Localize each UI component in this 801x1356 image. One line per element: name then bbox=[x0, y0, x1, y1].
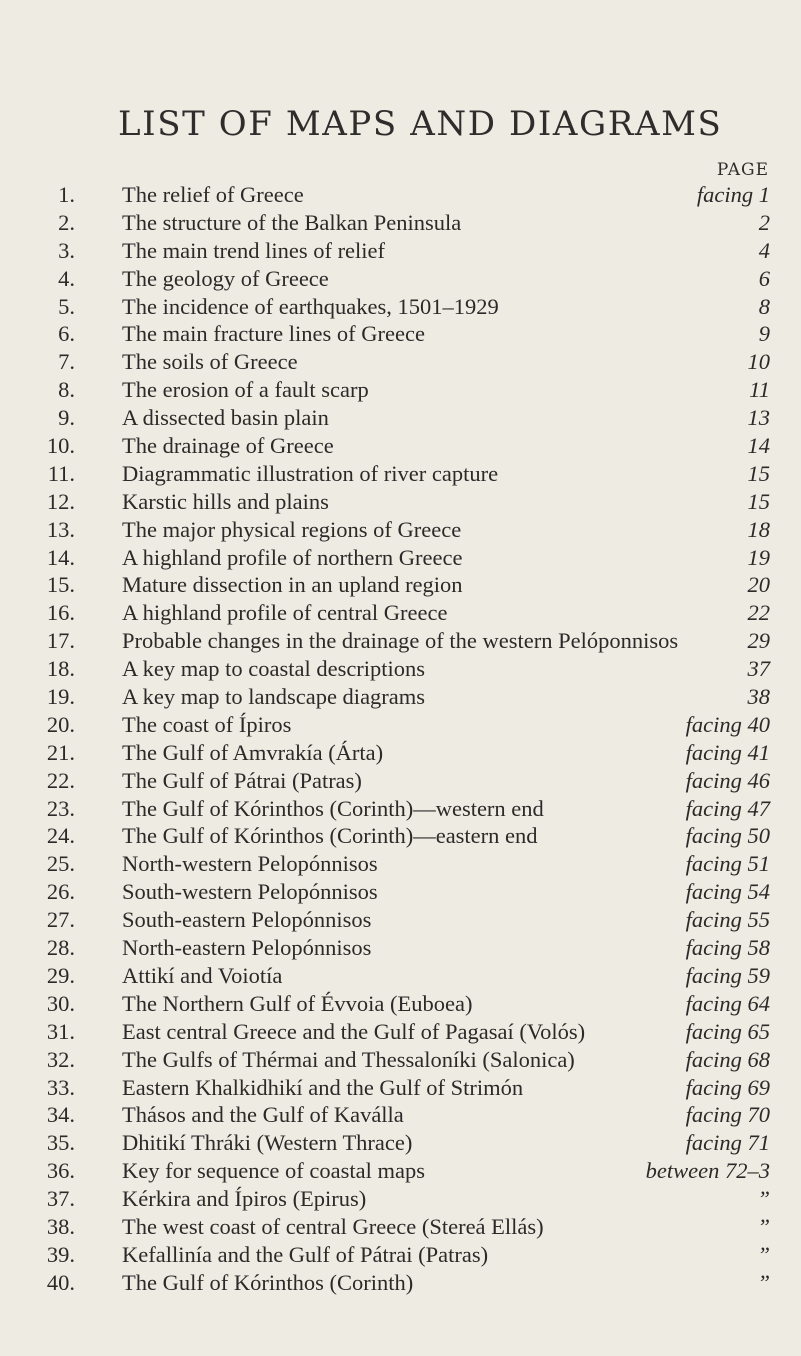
entry-number: 31. bbox=[46, 1018, 75, 1044]
entry-page: facing 70 bbox=[685, 1102, 770, 1128]
entry-number: 29. bbox=[46, 962, 75, 988]
entry-title: The Gulf of Amvrakía (Árta) bbox=[122, 739, 384, 765]
entry-number: 34. bbox=[46, 1102, 75, 1128]
list-item bbox=[0, 599, 801, 627]
entry-title: The soils of Greece bbox=[122, 349, 298, 375]
entry-title: The relief of Greece bbox=[122, 182, 304, 207]
list-item bbox=[0, 209, 801, 237]
entry-title: The west coast of central Greece (Stereá Ellás) bbox=[122, 1213, 544, 1239]
maps-list bbox=[0, 181, 801, 1297]
entry-number: 37. bbox=[46, 1186, 75, 1212]
entry-number: 14. bbox=[46, 544, 75, 570]
entry-number: 36. bbox=[46, 1158, 75, 1184]
entry-page: 38 bbox=[747, 684, 770, 710]
entry-title: Dhitikí Thráki (Western Thrace) bbox=[122, 1130, 413, 1156]
list-item bbox=[0, 1269, 801, 1297]
entry-page: facing 41 bbox=[685, 739, 770, 765]
page-title: LIST OF MAPS AND DIAGRAMS bbox=[118, 104, 723, 144]
entry-page: facing 55 bbox=[685, 907, 770, 933]
entry-page: 13 bbox=[747, 405, 770, 431]
list-item bbox=[0, 237, 801, 265]
entry-page: ” bbox=[757, 1269, 770, 1295]
entry-number: 17. bbox=[46, 628, 75, 654]
entry-number: 10. bbox=[46, 433, 75, 459]
list-item bbox=[0, 320, 801, 348]
entry-page: ” bbox=[757, 1213, 770, 1239]
entry-number: 28. bbox=[46, 935, 75, 961]
entry-title: South-eastern Pelopónnisos bbox=[122, 907, 372, 933]
entry-number: 38. bbox=[46, 1213, 75, 1239]
list-item bbox=[0, 404, 801, 432]
entry-title: Kérkira and Ípiros (Epirus) bbox=[122, 1186, 367, 1212]
entry-title: The main trend lines of relief bbox=[122, 237, 386, 263]
entry-page: 8 bbox=[758, 293, 770, 319]
entry-page: 15 bbox=[747, 460, 770, 486]
entry-title: Key for sequence of coastal maps bbox=[122, 1158, 426, 1184]
entry-number: 15. bbox=[46, 572, 75, 598]
list-item bbox=[0, 711, 801, 739]
entry-number: 26. bbox=[46, 879, 75, 905]
entry-number: 21. bbox=[46, 739, 75, 765]
entry-number: 4. bbox=[58, 265, 75, 291]
entry-title: Kefallinía and the Gulf of Pátrai (Patras) bbox=[122, 1241, 489, 1267]
entry-title: The main fracture lines of Greece bbox=[122, 321, 425, 347]
list-item bbox=[0, 265, 801, 293]
entry-page: 14 bbox=[747, 433, 770, 459]
entry-page: 15 bbox=[747, 488, 770, 514]
entry-title: Probable changes in the drainage of the western Pelóponnisos bbox=[122, 628, 679, 654]
list-item bbox=[0, 544, 801, 572]
entry-page: facing 64 bbox=[685, 990, 770, 1016]
entry-page: 29 bbox=[747, 628, 770, 654]
list-item bbox=[0, 1074, 801, 1102]
entry-number: 40. bbox=[46, 1269, 75, 1295]
list-item bbox=[0, 432, 801, 460]
entry-page: facing 71 bbox=[685, 1130, 770, 1156]
entry-page: 11 bbox=[749, 377, 770, 403]
list-item bbox=[0, 767, 801, 795]
entry-number: 19. bbox=[46, 684, 75, 710]
entry-title: The Gulf of Kórinthos (Corinth) bbox=[122, 1269, 414, 1295]
entry-page: facing 65 bbox=[685, 1018, 770, 1044]
list-item bbox=[0, 878, 801, 906]
entry-page: 2 bbox=[758, 209, 770, 235]
entry-title: A highland profile of central Greece bbox=[122, 600, 448, 626]
entry-title: North-eastern Pelopónnisos bbox=[122, 935, 372, 961]
entry-title: The erosion of a fault scarp bbox=[122, 377, 369, 403]
list-item bbox=[0, 460, 801, 488]
entry-title: A key map to landscape diagrams bbox=[122, 684, 426, 710]
entry-title: Karstic hills and plains bbox=[122, 488, 329, 514]
entry-title: Attikí and Voiotía bbox=[122, 962, 283, 988]
list-item bbox=[0, 1241, 801, 1269]
entry-page: 4 bbox=[758, 237, 770, 263]
list-item bbox=[0, 850, 801, 878]
entry-page: 22 bbox=[747, 600, 770, 626]
list-item bbox=[0, 822, 801, 850]
list-item bbox=[0, 348, 801, 376]
entry-page: 18 bbox=[747, 516, 770, 542]
entry-number: 11. bbox=[47, 460, 75, 486]
entry-number: 3. bbox=[58, 237, 75, 263]
page-column-header: PAGE bbox=[716, 160, 769, 180]
entry-page: 20 bbox=[747, 572, 770, 598]
entry-number: 27. bbox=[46, 907, 75, 933]
entry-number: 30. bbox=[46, 990, 75, 1016]
entry-number: 39. bbox=[46, 1241, 75, 1267]
entry-number: 9. bbox=[58, 405, 75, 431]
list-item bbox=[0, 655, 801, 683]
entry-number: 24. bbox=[46, 823, 75, 849]
entry-page: 9 bbox=[758, 321, 770, 347]
entry-page: facing 68 bbox=[685, 1046, 770, 1072]
entry-page: facing 59 bbox=[685, 962, 770, 988]
list-item bbox=[0, 990, 801, 1018]
entry-page: facing 50 bbox=[685, 823, 770, 849]
entry-page: facing 1 bbox=[696, 182, 770, 207]
list-item bbox=[0, 1046, 801, 1074]
list-item bbox=[0, 906, 801, 934]
entry-page: 19 bbox=[747, 544, 770, 570]
entry-page: facing 46 bbox=[685, 767, 770, 793]
entry-title: South-western Pelopónnisos bbox=[122, 879, 378, 905]
entry-title: A highland profile of northern Greece bbox=[122, 544, 463, 570]
entry-number: 8. bbox=[58, 377, 75, 403]
entry-number: 20. bbox=[46, 711, 75, 737]
list-item bbox=[0, 1185, 801, 1213]
entry-page: facing 54 bbox=[685, 879, 770, 905]
list-item bbox=[0, 739, 801, 767]
entry-page: 10 bbox=[747, 349, 770, 375]
list-item bbox=[0, 571, 801, 599]
entry-page: 6 bbox=[758, 265, 770, 291]
entry-title: The Gulfs of Thérmai and Thessaloníki (Salonica) bbox=[122, 1046, 575, 1072]
entry-page: facing 40 bbox=[685, 711, 770, 737]
entry-number: 13. bbox=[46, 516, 75, 542]
entry-title: The Gulf of Pátrai (Patras) bbox=[122, 767, 362, 793]
entry-title: The Northern Gulf of Évvoia (Euboea) bbox=[122, 990, 473, 1016]
entry-title: Mature dissection in an upland region bbox=[122, 572, 463, 598]
list-item bbox=[0, 1018, 801, 1046]
list-item bbox=[0, 293, 801, 321]
list-item bbox=[0, 627, 801, 655]
entry-page: facing 69 bbox=[685, 1074, 770, 1100]
list-item bbox=[0, 1157, 801, 1185]
entry-title: The drainage of Greece bbox=[122, 433, 334, 459]
list-item bbox=[0, 683, 801, 711]
entry-title: The major physical regions of Greece bbox=[122, 516, 462, 542]
entry-number: 1. bbox=[58, 182, 75, 207]
list-item bbox=[0, 488, 801, 516]
entry-page: facing 51 bbox=[685, 851, 770, 877]
entry-page: facing 58 bbox=[685, 935, 770, 961]
entry-title: A dissected basin plain bbox=[122, 405, 329, 431]
entry-page: 37 bbox=[747, 656, 770, 682]
entry-page: facing 47 bbox=[685, 795, 770, 821]
entry-number: 2. bbox=[58, 209, 75, 235]
entry-page: between 72–3 bbox=[645, 1158, 770, 1184]
entry-title: East central Greece and the Gulf of Pagasaí (Volós) bbox=[122, 1018, 586, 1044]
entry-number: 5. bbox=[58, 293, 75, 319]
entry-number: 16. bbox=[46, 600, 75, 626]
entry-title: The incidence of earthquakes, 1501–1929 bbox=[122, 293, 499, 319]
list-item bbox=[0, 516, 801, 544]
entry-number: 23. bbox=[46, 795, 75, 821]
entry-title: North-western Pelopónnisos bbox=[122, 851, 378, 877]
list-item bbox=[0, 934, 801, 962]
entry-title: The Gulf of Kórinthos (Corinth)—eastern end bbox=[122, 823, 538, 849]
entry-title: The geology of Greece bbox=[122, 265, 329, 291]
entry-title: Eastern Khalkidhikí and the Gulf of Strimón bbox=[122, 1074, 524, 1100]
entry-page: ” bbox=[757, 1241, 770, 1267]
list-item bbox=[0, 795, 801, 823]
entry-number: 18. bbox=[46, 656, 75, 682]
entry-title: Thásos and the Gulf of Kaválla bbox=[122, 1102, 404, 1128]
entry-number: 22. bbox=[46, 767, 75, 793]
entry-number: 32. bbox=[46, 1046, 75, 1072]
entry-number: 12. bbox=[46, 488, 75, 514]
list-item bbox=[0, 1129, 801, 1157]
entry-number: 35. bbox=[46, 1130, 75, 1156]
list-item bbox=[0, 1101, 801, 1129]
entry-title: The Gulf of Kórinthos (Corinth)—western end bbox=[122, 795, 544, 821]
entry-title: A key map to coastal descriptions bbox=[122, 656, 426, 682]
list-item bbox=[0, 376, 801, 404]
list-item bbox=[0, 962, 801, 990]
entry-number: 33. bbox=[46, 1074, 75, 1100]
entry-title: The coast of Ípiros bbox=[122, 711, 292, 737]
entry-title: The structure of the Balkan Peninsula bbox=[122, 209, 462, 235]
entry-number: 6. bbox=[58, 321, 75, 347]
entry-number: 25. bbox=[46, 851, 75, 877]
entry-page: ” bbox=[757, 1186, 770, 1212]
list-item bbox=[0, 1213, 801, 1241]
entry-title: Diagrammatic illustration of river capture bbox=[122, 460, 499, 486]
list-item bbox=[0, 181, 801, 209]
entry-number: 7. bbox=[58, 349, 75, 375]
